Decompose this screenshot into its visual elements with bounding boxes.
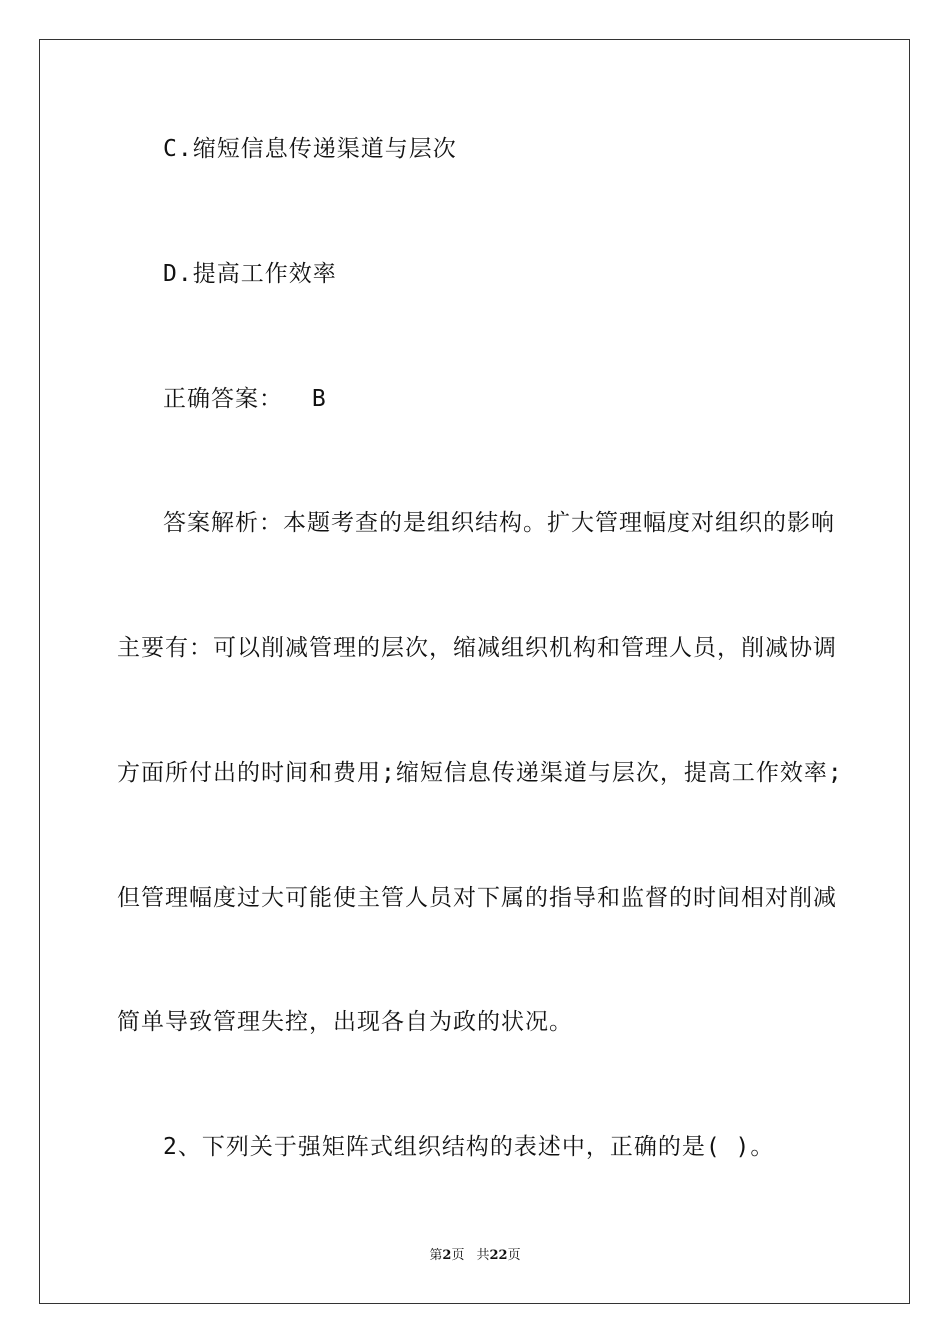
page-border: [39, 39, 910, 1304]
footer-page-number: 2: [442, 1248, 452, 1263]
footer-page-prefix: 第: [429, 1248, 443, 1263]
question-2-text: 2、下列关于强矩阵式组织结构的表述中，正确的是( )。: [163, 1134, 775, 1160]
answer-label: 正确答案：: [163, 386, 283, 412]
option-d-text: D.提高工作效率: [163, 261, 337, 287]
footer-page-suffix: 页: [451, 1248, 465, 1263]
answer-value: B: [311, 386, 327, 412]
analysis-line-2: 主要有：可以削减管理的层次，缩减组织机构和管理人员，削减协调: [117, 635, 837, 661]
analysis-line-4: 但管理幅度过大可能使主管人员对下属的指导和监督的时间相对削减: [117, 885, 837, 911]
page-footer: [0, 1247, 950, 1265]
footer-total-prefix: 共: [476, 1248, 490, 1263]
footer-total-pages: 22: [489, 1248, 508, 1263]
footer-total-suffix: 页: [507, 1248, 521, 1263]
analysis-line-3: 方面所付出的时间和费用;缩短信息传递渠道与层次，提高工作效率;: [117, 760, 843, 786]
analysis-line-1: 答案解析：本题考查的是组织结构。扩大管理幅度对组织的影响: [163, 510, 835, 536]
correct-answer: [163, 384, 883, 414]
analysis-line-5: 简单导致管理失控，出现各自为政的状况。: [117, 1009, 573, 1035]
option-c-text: C.缩短信息传递渠道与层次: [163, 136, 457, 162]
